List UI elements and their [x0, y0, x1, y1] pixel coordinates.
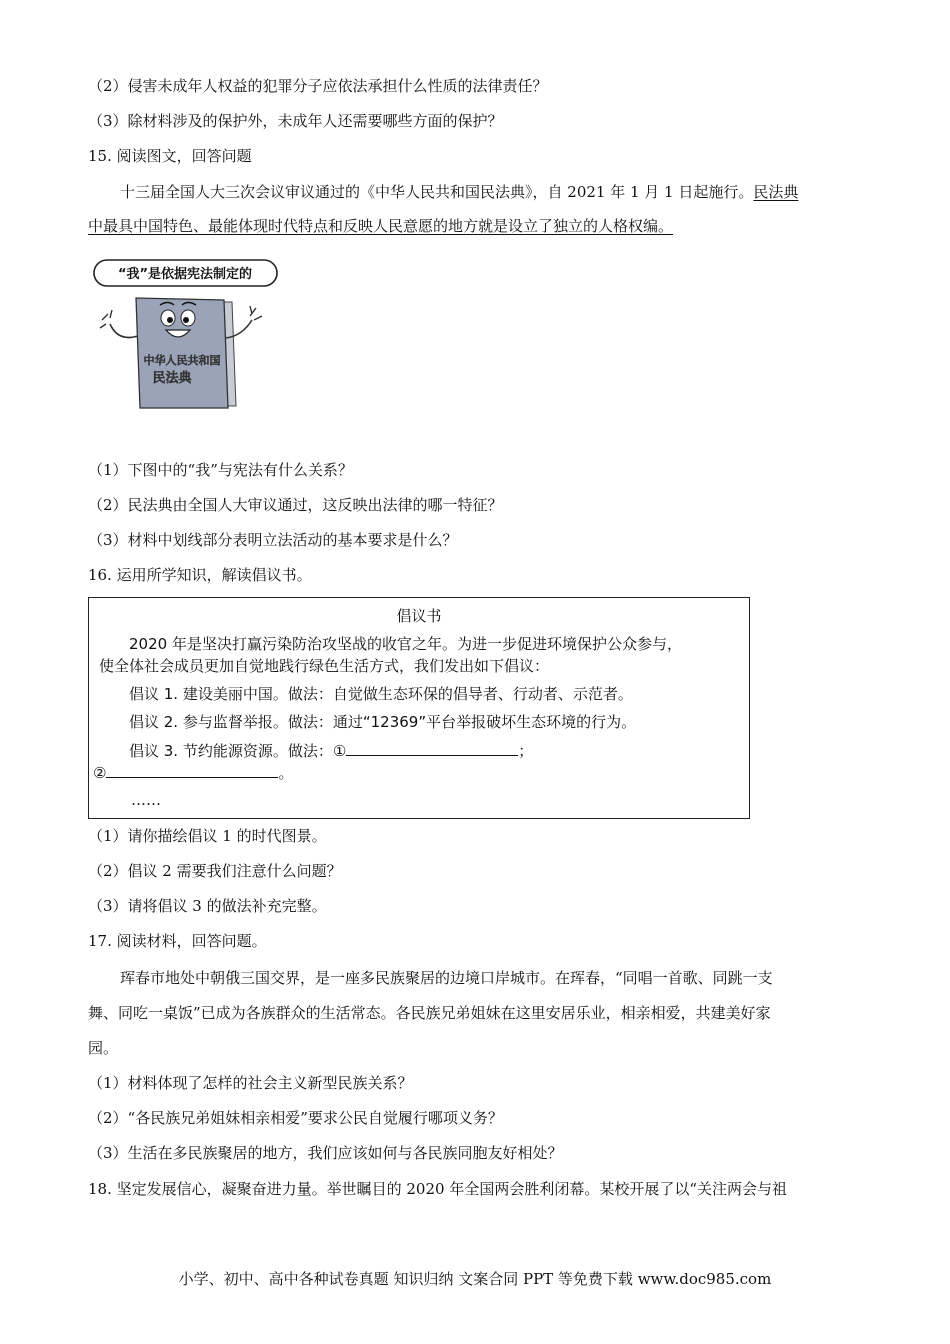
- proposal-ellipsis: ……: [131, 791, 161, 809]
- q15-paragraph-plain: 十三届全国人大三次会议审议通过的《中华人民共和国民法典》，自 2021 年 1 月 1 日起施行。: [120, 183, 754, 201]
- q15-paragraph-line1: [120, 182, 798, 202]
- proposal-item2: 倡议 2. 参与监督举报。做法：通过“12369”平台举报破坏生态环境的行为。: [129, 713, 637, 731]
- q16-sub1: （1）请你描绘倡议 1 的时代图景。: [88, 827, 327, 845]
- proposal-intro-line2: 使全体社会成员更加自觉地践行绿色生活方式，我们发出如下倡议：: [99, 657, 550, 675]
- q17-paragraph-line3: 园。: [88, 1039, 119, 1057]
- q14-sub2: （2）侵害未成年人权益的犯罪分子应依法承担什么性质的法律责任？: [88, 77, 548, 95]
- proposal-intro-line1: 2020 年是坚决打赢污染防治攻坚战的收官之年。为进一步促进环境保护公众参与，: [129, 635, 682, 653]
- q17-sub2: （2）“各民族兄弟姐妹相亲相爱”要求公民自觉履行哪项义务？: [88, 1109, 503, 1127]
- answer-blank-2[interactable]: [106, 762, 278, 778]
- q15-sub3: （3）材料中划线部分表明立法活动的基本要求是什么？: [88, 531, 458, 549]
- answer-blank-1[interactable]: [346, 740, 518, 756]
- q14-sub3: （3）除材料涉及的保护外，未成年人还需要哪些方面的保护？: [88, 112, 503, 130]
- page-footer: 小学、初中、高中各种试卷真题 知识归纳 文案合同 PPT 等免费下载 www.doc985.com: [178, 1270, 772, 1288]
- book-title-line1: 中华人民共和国: [143, 354, 221, 367]
- right-hand-icon: [250, 306, 262, 320]
- proposal-item3-second: [93, 762, 293, 783]
- speech-bubble-text: “我”是依据宪法制定的: [117, 267, 253, 282]
- left-arm: [110, 324, 138, 338]
- q17-sub1: （1）材料体现了怎样的社会主义新型民族关系？: [88, 1074, 413, 1092]
- civil-code-book-figure: [92, 258, 282, 414]
- circled-two: ②: [93, 764, 107, 782]
- q16-sub3: （3）请将倡议 3 的做法补充完整。: [88, 897, 327, 915]
- q17-title: 17. 阅读材料，回答问题。: [88, 932, 267, 950]
- proposal-item3: [129, 740, 533, 761]
- q16-sub2: （2）倡议 2 需要我们注意什么问题？: [88, 862, 342, 880]
- proposal-item3-label: 倡议 3. 节约能源资源。做法：①: [129, 742, 347, 760]
- q15-sub2: （2）民法典由全国人大审议通过，这反映出法律的哪一特征？: [88, 496, 503, 514]
- proposal-item3-semicolon: ；: [518, 742, 534, 760]
- proposal-heading: 倡议书: [396, 607, 442, 625]
- q15-sub1: （1）下图中的“我”与宪法有什么关系？: [88, 461, 353, 479]
- q15-paragraph-underlined-line2: 中最具中国特色、最能体现时代特点和反映人民意愿的地方就是设立了独立的人格权编。: [88, 217, 674, 235]
- q17-paragraph-line2: 舞、同吃一桌饭”已成为各族群众的生活常态。各民族兄弟姐妹在这里安居乐业，相亲相爱，共建美好家: [88, 1004, 771, 1022]
- book-title-line2: 民法典: [152, 371, 192, 386]
- civil-code-illustration: [92, 258, 282, 414]
- q16-title: 16. 运用所学知识，解读倡议书。: [88, 566, 312, 584]
- q17-paragraph-line1: 珲春市地处中朝俄三国交界，是一座多民族聚居的边境口岸城市。在珲春，“同唱一首歌、同跳一支: [120, 969, 773, 987]
- q15-paragraph-underlined-start: 民法典: [753, 183, 799, 201]
- q15-title: 15. 阅读图文，回答问题: [88, 147, 252, 165]
- proposal-box: [88, 597, 750, 819]
- proposal-item1: 倡议 1. 建设美丽中国。做法：自觉做生态环保的倡导者、行动者、示范者。: [129, 685, 633, 703]
- q17-sub3: （3）生活在多民族聚居的地方，我们应该如何与各民族同胞友好相处？: [88, 1144, 563, 1162]
- q18-title: 18. 坚定发展信心，凝聚奋进力量。举世瞩目的 2020 年全国两会胜利闭幕。某校开展了以“关注两会与祖: [88, 1180, 788, 1198]
- proposal-item3-period: 。: [278, 764, 294, 782]
